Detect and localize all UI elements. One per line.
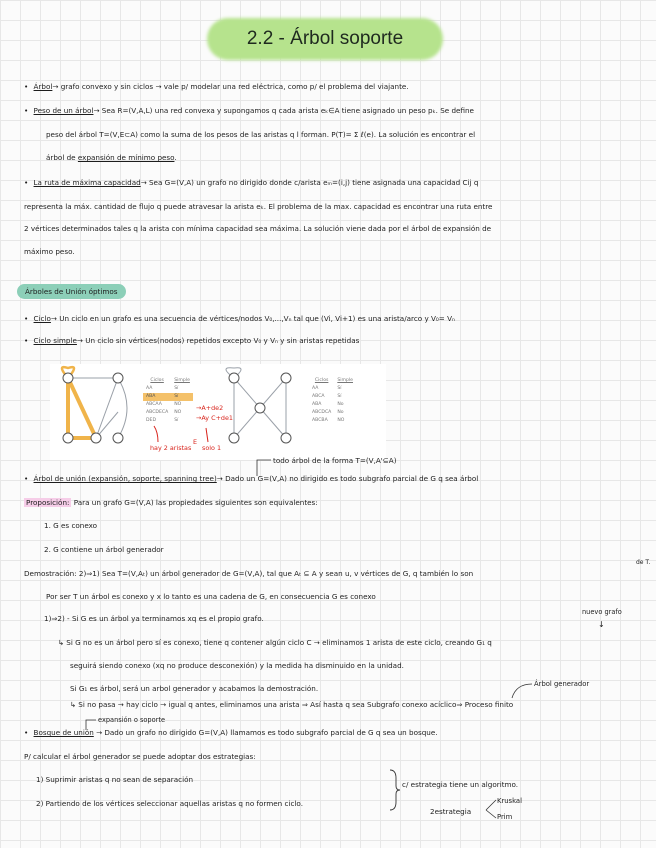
text-peso-2: peso del árbol T=(V,E⊂A) como la suma de los pesos de las aristas q l forman. P(T)= Σ ℓ(e). La solución es encontrar el [46,130,476,139]
table1-cell: ABA [146,394,156,399]
table1-header: Ciclos [150,378,164,383]
text-ruta-2: representa la máx. cantidad de flujo q puede atravesar la arista eₖ. El problema de la max. capacidad es encontrar una ruta entre [24,202,493,211]
prop-item-1: 1. G es conexo [44,521,98,530]
text-peso-3a: árbol de [46,153,76,162]
note-hay-aristas: hay 2 aristas [150,444,192,452]
section-heading-text: Árboles de Unión óptimos [17,284,126,299]
text-brace-1: c/ estrategia tiene un algoritmo. [402,780,519,789]
arbol-union-above: todo árbol de la forma T=(V,A'⊆A) [273,456,397,465]
text-strategy-1: 1) Suprimir aristas q no sean de separación [36,775,194,784]
table2-cell: ABCDCA [312,410,332,415]
paragraph-bosque [24,728,438,737]
annotation-arrows [150,424,230,444]
term-demostracion: Demostración: [24,569,77,578]
table2-cell: Sí [337,386,342,391]
right-brace [388,768,402,812]
table1-cell: Sí [174,386,179,391]
paragraph-arbol [24,82,409,91]
table1-cell: DED [146,418,156,423]
text-demo-1: 2)⇒1) Sea T=(V,Aₜ) un árbol generador de G=(V,A), tal que Aₜ ⊆ A y sean u, v vértices de G, q también lo son [76,569,474,578]
table2-cell: ABCBA [312,418,328,423]
paragraph-ciclo [24,314,455,323]
term-peso: Peso de un árbol [33,106,94,115]
text-peso-1: → Sea R=(V,A,L) una red convexa y supongamos q cada arista eₖ∈A tiene asignado un peso pₖ. Se define [93,106,474,115]
section-heading [17,287,126,296]
note-e: E [193,438,198,446]
text-brace-2: 2estrategia [430,807,472,816]
graph-left [62,367,127,443]
text-ciclo: → Un ciclo en un grafo es una secuencia de vértices/nodos V₀,...,Vₙ tal que (Vi, Vi+1) es una arista/arco y V₀= Vₙ [50,314,455,323]
table1-cell: NO [174,410,182,415]
text-demo-6: Si G₁ es árbol, será un arbol generador y acabamos la demostración. [70,684,319,693]
table1-cell: AA [146,386,153,391]
paragraph-arbol-union [24,474,478,483]
table2-cell: NO [337,418,345,423]
table1-cell: ABCDECA [146,410,169,415]
text-demo-4: ↳ Si G no es un árbol pero sí es conexo, tiene q contener algún ciclo C → eliminamos 1 arista de este ciclo, creando G₁ q [58,638,492,647]
paragraph-proposicion [24,498,318,507]
text-kruskal: Kruskal [497,797,522,805]
paragraph-ciclo-simple [24,336,359,345]
term-bosque: Bosque de unión [33,728,94,737]
table2-cell: ABA [312,402,322,407]
table2-header: Simple [337,378,353,383]
arbol-generador-arrow [510,680,536,700]
text-peso-3 [46,153,177,162]
text-prim: Prim [497,813,513,821]
figure-table-2 [309,377,356,425]
table2-cell: No [337,402,344,407]
text-arbol: → grafo convexo y sin ciclos → vale p/ modelar una red eléctrica, como p/ el problema del viajante. [52,82,409,91]
table2-header: Ciclos [314,378,329,383]
table1-cell: Sí [174,418,179,423]
table1-cell: NO [174,402,182,407]
paragraph-peso [24,106,474,115]
text-demo-3: 1)⇒2) - Si G es un árbol ya terminamos xq es el propio grafo. [44,614,264,623]
table2-cell: AA [312,386,319,391]
term-ciclo: Ciclo [33,314,51,323]
text-peso-3u: expansión de mínimo peso [77,153,175,162]
paragraph-demostracion [24,569,473,578]
table2-cell: ABCA [312,394,325,399]
term-ciclo-simple: Ciclo simple [33,336,77,345]
text-bosque: → Dado un grafo no dirigido G=(V,A) llamamos es todo subgrafo parcial de G q sea un bosque. [93,728,438,737]
annotation-2: →Ay C+de1 [196,414,233,422]
page-title: 2.2 - Árbol soporte [246,28,404,49]
text-proposicion: Para un grafo G=(V,A) las propiedades siguientes son equivalentes: [71,498,318,507]
text-peso-3b: . [174,153,177,162]
prop-item-2: 2. G contiene un árbol generador [44,545,164,554]
text-demo-2: Por ser T un árbol es conexo y x lo tanto es una cadena de G, en consecuencia G es conexo [46,592,376,601]
table1-cell: Sí [174,394,179,399]
text-calc-intro: P/ calcular el árbol generador se puede adoptar dos estrategias: [24,752,256,761]
table2-cell: No [337,410,344,415]
term-proposicion: Proposición: [26,498,70,507]
graph-right [226,368,291,443]
text-ruta-3: 2 vértices determinados tales q la arista con mínima capacidad sea máxima. La solución viene dada por el árbol de expansión de [24,224,492,233]
note-solo: solo 1 [202,444,222,452]
text-strategy-2: 2) Partiendo de los vértices seleccionar aquellas aristas q no formen ciclo. [36,799,303,808]
text-arbol-union: → Dado un G=(V,A) no dirigido es todo subgrafo parcial de G q sea árbol [216,474,479,483]
text-ciclo-simple: → Un ciclo sin vértices(nodos) repetidos excepto V₀ y Vₙ y sin aristas repetidas [76,336,360,345]
text-ruta-1: → Sea G=(V,A) un grafo no dirigido donde c/arista eₘ=(i,j) tiene asignada una capacidad Cij q [140,178,479,187]
text-de-t: de T. [636,559,651,566]
term-arbol: Árbol [33,82,53,91]
bosque-above: expansión o soporte [98,716,165,724]
table2-cell: Sí [337,394,342,399]
table1-cell: ABCAA [146,402,162,407]
text-demo-5: seguirá siendo conexo (xq no produce desconexión) y la medida ha disminuido en la unidad. [70,661,404,670]
text-demo-7: ↳ Si no pasa → hay ciclo → igual q antes, eliminamos una arista ⇒ Así hasta q sea Subgrafo conexo acíclico⇒ Proceso finito [70,700,514,709]
paragraph-ruta [24,178,478,187]
arrow-down-icon: ↓ [598,620,605,629]
text-nuevo-grafo: nuevo grafo [582,608,622,616]
kruskal-prim-arrows [484,796,498,822]
term-ruta: La ruta de máxima capacidad [33,178,141,187]
figure-table-1 [143,377,193,425]
text-arbol-generador-note: Árbol generador [534,680,590,688]
text-ruta-4: máximo peso. [24,247,75,256]
annotation-1: →A+de2 [196,404,224,412]
table1-header: Simple [174,378,190,383]
term-arbol-union: Árbol de unión (expansión, soporte, spanning tree) [33,474,217,483]
